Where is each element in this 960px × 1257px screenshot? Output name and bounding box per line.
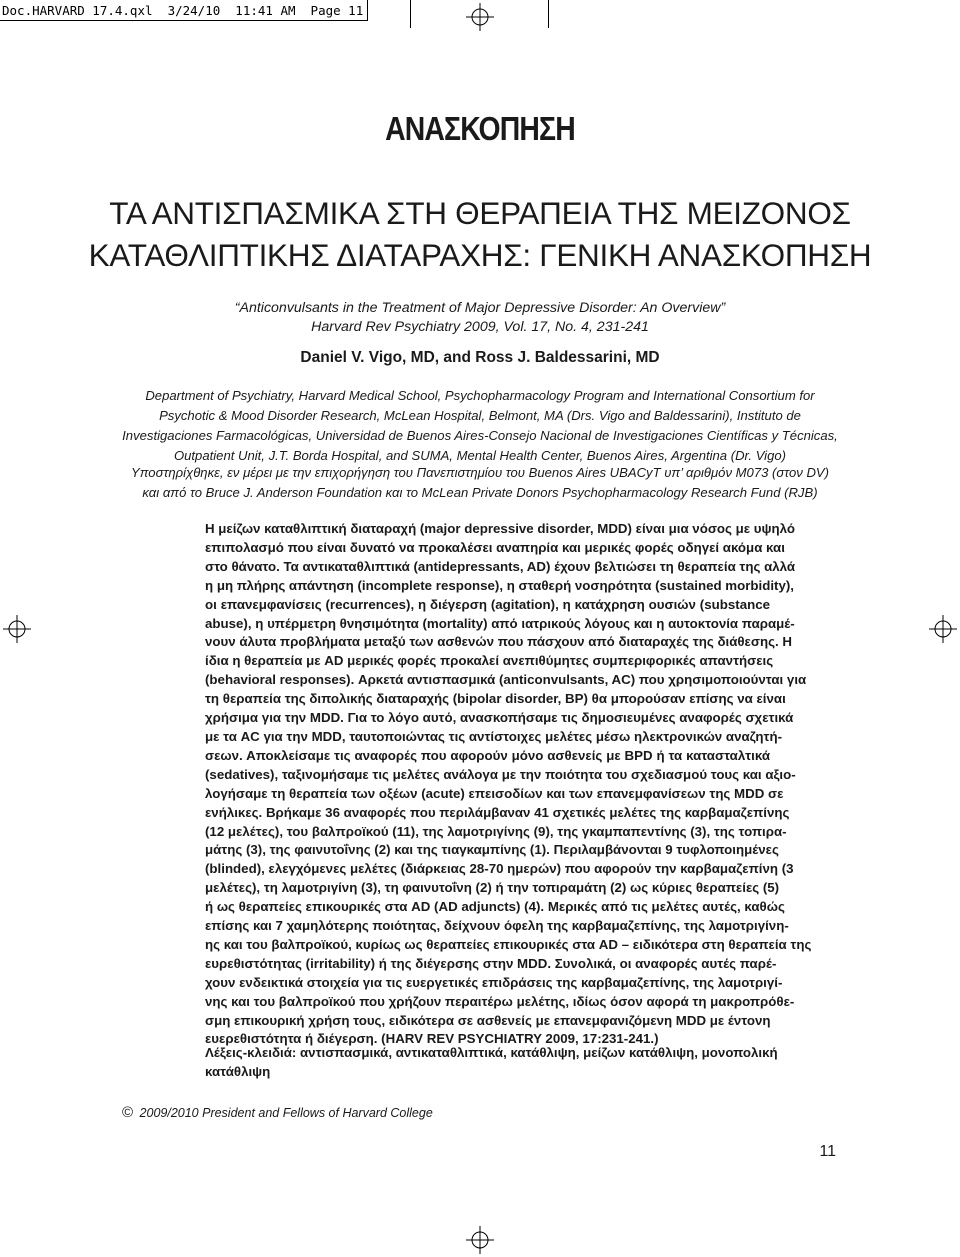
page-number: 11 bbox=[819, 1143, 836, 1160]
abstract-line: (blinded), ελεγχόμενες μελέτες (διάρκειας 28-70 ημερών) που αφορούν την καρβαμαζεπίνη (3 bbox=[205, 861, 794, 877]
abstract-line: νης και του βαλπροϊκού που χρήζουν περαιτέρω μελέτης, ιδίως όσον αφορά τη μακροπρόθε- bbox=[205, 993, 795, 1009]
print-slug: Doc.HARVARD 17.4.qxl 3/24/10 11:41 AM Page 11 bbox=[2, 3, 364, 18]
keywords bbox=[205, 1043, 778, 1081]
abstract-line: (behavioral responses). Αρκετά αντισπασμικά (anticonvulsants, AC) που χρησιμοποιούνται για bbox=[205, 672, 807, 688]
affiliation-line: Psychotic & Mood Disorder Research, McLean Hospital, Belmont, MA (Drs. Vigo and Baldessarini), Instituto de bbox=[159, 408, 801, 423]
abstract-line: abuse), η υπέρμετρη θνησιμότητα (mortality) από ιατρικούς λόγους και η αυτοκτονία παραμέ- bbox=[205, 615, 795, 631]
abstract-line: ευρεθιστότητας (irritability) ή της διέγερσης στην MDD. Συνολικά, οι αναφορές αυτές παρέ- bbox=[205, 955, 777, 971]
abstract-line: ίδια η θεραπεία με AD μερικές φορές προκαλεί ανεπιθύμητες συμπεριφορικές απαντήσεις bbox=[205, 653, 774, 669]
abstract-line: Η μείζων καταθλιπτική διαταραχή (major depressive disorder, MDD) είναι μια νόσος με υψηλό bbox=[205, 521, 796, 536]
registration-mark-icon bbox=[3, 615, 31, 643]
funding-line: Υποστηρίχθηκε, εν μέρει με την επιχορήγηση του Πανεπιστημίου του Buenos Aires UBACyT υπ’ αριθμόν M073 (στον DV) bbox=[130, 465, 830, 480]
abstract-line: μάτης (3), της φαινυτοΐνης (2) και της τιαγκαμπίνης (1). Περιλαμβάνονται 9 τυφλοποιημένες bbox=[205, 842, 779, 858]
abstract-line: ενήλικες. Βρήκαμε 36 αναφορές που περιλάμβαναν 41 σχετικές μελέτες της καρβαμαζεπίνης bbox=[205, 804, 790, 820]
affiliation-line: Investigaciones Farmacológicas, Universidad de Buenos Aires-Consejo Nacional de Investigaciones Científicas y Técnicas, bbox=[122, 428, 838, 443]
abstract bbox=[205, 520, 812, 1049]
abstract-line: ή ως θεραπείες επικουρικές στα AD (AD adjuncts) (4). Μερικές από τις μελέτες αυτές, καθώς bbox=[205, 899, 785, 915]
abstract-line: με τα AC για την MDD, ταυτοποιώντας τις αντίστοιχες μελέτες μέσω ηλεκτρονικών αναζητή- bbox=[205, 728, 783, 744]
registration-mark-icon bbox=[466, 3, 494, 31]
crop-mark bbox=[410, 0, 411, 28]
affiliation-line: Department of Psychiatry, Harvard Medical School, Psychopharmacology Program and International Consortium for bbox=[145, 388, 815, 403]
article-title-line: ΚΑΤΑΘΛΙΠΤΙΚΗΣ ΔΙΑΤΑΡΑΧΗΣ: ΓΕΝΙΚΗ ΑΝΑΣΚΟΠΗΣΗ bbox=[88, 237, 872, 273]
crop-mark bbox=[548, 0, 549, 28]
affiliation-line: Outpatient Unit, J.T. Borda Hospital, and SUMA, Mental Health Center, Buenos Aires, Argentina (Dr. Vigo) bbox=[173, 448, 787, 463]
funding-line: και από το Bruce J. Anderson Foundation και το McLean Private Donors Psychopharmacology Research Fund (RJB) bbox=[142, 485, 818, 500]
abstract-line: μελέτες), τη λαμοτριγίνη (3), τη φαινυτοΐνη (2) ή την τοπιραμάτη (2) ως κύριες θεραπείες (5) bbox=[205, 880, 780, 896]
abstract-line: τη θεραπεία της διπολικής διαταραχής (bipolar disorder, BP) θα μπορούσαν επίσης να είναι bbox=[205, 691, 786, 707]
affiliations bbox=[122, 386, 838, 466]
registration-mark-icon bbox=[466, 1226, 494, 1254]
slug-rule-right bbox=[367, 0, 368, 21]
keywords-line: Λέξεις-κλειδιά: αντισπασμικά, αντικαταθλιπτικά, κατάθλιψη, μείζων κατάθλιψη, μονοπολική bbox=[205, 1045, 778, 1060]
abstract-line: επίσης και 7 χαμηλότερης ποιότητας, δείχνουν όφελη της καρβαμαζεπίνης, της λαμοτριγίνη- bbox=[205, 918, 789, 934]
authors: Daniel V. Vigo, MD, and Ross J. Baldessarini, MD bbox=[300, 349, 660, 366]
english-citation bbox=[60, 299, 900, 337]
section-title: ΑΝΑΣΚΟΠΗΣΗ bbox=[385, 110, 575, 147]
copyright-icon: © bbox=[122, 1104, 134, 1121]
abstract-line: ης και του βαλπροϊκού, κυρίως ως θεραπείες επικουρικές στα AD – ειδικότερα στη θεραπεία της bbox=[205, 936, 812, 952]
slug-rule-bottom bbox=[0, 20, 368, 21]
abstract-line: επιπολασμό που είναι δυνατό να προκαλέσει αναπηρία και μερικές φορές οδηγεί ακόμα και bbox=[205, 539, 785, 555]
abstract-line: χουν ενδεικτικά στοιχεία για τις ευεργετικές επιδράσεις της καρβαμαζεπίνης, της λαμοτριγί- bbox=[205, 974, 783, 990]
abstract-line: ευερεθιστότητα ή διέγερση. (HARV REV PSYCHIATRY 2009, 17:231-241.) bbox=[205, 1031, 659, 1047]
abstract-line: νουν άλυτα προβλήματα μεταξύ των ασθενών που πάσχουν από διαταραχές της διάθεσης. Η bbox=[205, 634, 792, 650]
article-title-line: ΤΑ ΑΝΤΙΣΠΑΣΜΙΚΑ ΣΤΗ ΘΕΡΑΠΕΙΑ ΤΗΣ ΜΕΙΖΟΝΟΣ bbox=[109, 195, 851, 231]
abstract-line: λογήσαμε τη θεραπεία των οξέων (acute) επεισοδίων και των επανεμφανίσεων της MDD σε bbox=[205, 785, 784, 801]
registration-mark-icon bbox=[929, 615, 957, 643]
copyright-notice bbox=[122, 1105, 433, 1121]
abstract-line: χρήσιμα για την MDD. Για το λόγο αυτό, ανασκοπήσαμε τις δημοσιευμένες αναφορές σχετικά bbox=[205, 710, 794, 726]
funding-note bbox=[100, 463, 860, 503]
article-title bbox=[60, 192, 900, 276]
abstract-line: η μη πλήρης απάντηση (incomplete response), η σταθερή νοσηρότητα (sustained morbidity), bbox=[205, 577, 794, 593]
abstract-line: οι επανεμφανίσεις (recurrences), η διέγερση (agitation), η κατάχρηση ουσιών (substance bbox=[205, 596, 770, 612]
journal-citation: Harvard Rev Psychiatry 2009, Vol. 17, No. 4, 231-241 bbox=[311, 319, 649, 335]
copyright-text: 2009/2010 President and Fellows of Harvard College bbox=[139, 1106, 433, 1120]
english-title: “Anticonvulsants in the Treatment of Major Depressive Disorder: An Overview” bbox=[234, 300, 726, 316]
abstract-line: σμη επικουρική χρήση τους, ειδικότερα σε ασθενείς με επανεμφανιζόμενη MDD με έντονη bbox=[205, 1012, 771, 1028]
abstract-line: σεων. Αποκλείσαμε τις αναφορές που αφορούν μόνο ασθενείς με BPD ή τα κατασταλτικά bbox=[205, 747, 770, 763]
keywords-line: κατάθλιψη bbox=[205, 1064, 271, 1079]
abstract-line: (sedatives), ταξινομήσαμε τις μελέτες ανάλογα με την ποιότητα του σχεδιασμού τους και αξιο- bbox=[205, 766, 796, 782]
abstract-line: (12 μελέτες), του βαλπροϊκού (11), της λαμοτριγίνης (9), της γκαμπαπεντίνης (3), της τοπιρα- bbox=[205, 823, 787, 839]
abstract-line: στο θάνατο. Τα αντικαταθλιπτικά (antidepressants, AD) έχουν βελτιώσει τη θεραπεία της αλλά bbox=[205, 558, 796, 574]
